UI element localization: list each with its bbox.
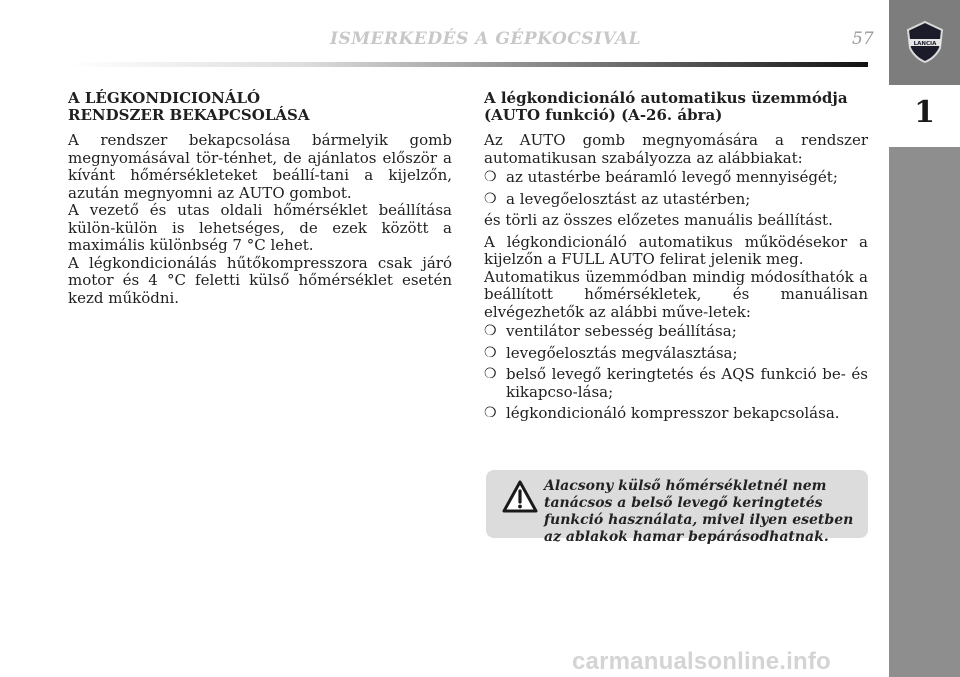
warning-text: Alacsony külső hőmérsékletnél nem tanácsos a belső levegő keringtetés funkció használata, mivel ilyen esetben az ablakok hamar bepárásodhatnak. (544, 478, 854, 545)
left-paragraph-1: A rendszer bekapcsolása bármelyik gomb megnyomásával tör-ténhet, de ajánlatos először a kívánt hőmérsékleteket beállí-tani a kijelzőn, azután megnyomni az AUTO gombot. (68, 131, 452, 202)
warning-box (486, 470, 868, 545)
right-heading-line1: A légkondicionáló automatikus üzemmódja (484, 89, 848, 107)
list-item-text: az utastérbe beáramló levegő mennyiségét; (506, 168, 838, 186)
list-item (484, 366, 868, 401)
list-item (484, 169, 868, 187)
lancia-logo-icon (905, 20, 945, 64)
right-paragraph-2: és törli az összes előzetes manuális beállítást. (484, 211, 833, 229)
bullet-circle-icon: ❍ (484, 366, 497, 382)
right-column (484, 90, 868, 427)
page-number: 57 (852, 29, 874, 49)
list-item-text: a levegőelosztást az utastérben; (506, 189, 751, 208)
left-paragraph-2: A vezető és utas oldali hőmérséklet beállítása külön-külön is lehetséges, de ezek között a maximális különbség 7 °C lehet. (68, 201, 452, 254)
right-paragraph-4: Automatikus üzemmódban mindig módosíthatók a beállított hőmérsékletek, és manuálisan elvégezhetők az alábbi műve-letek: (484, 267, 868, 321)
right-heading-line2: (AUTO funkció) (A-26. ábra) (484, 106, 723, 124)
section-title: ISMERKEDÉS A GÉPKOCSIVAL (330, 29, 642, 49)
list-item (484, 405, 868, 423)
bullet-circle-icon: ❍ (484, 169, 497, 185)
chapter-number[interactable]: 1 (914, 95, 935, 130)
list-item (484, 345, 868, 363)
list-item-text: levegőelosztás megválasztása; (506, 343, 738, 362)
header-rule (68, 62, 868, 67)
chapter-side-tab (889, 0, 960, 677)
side-tab-logo-area (889, 0, 960, 85)
left-paragraph-3: A légkondicionálás hűtőkompresszora csak járó motor és 4 °C feletti külső hőmérséklet esetén kezd működni. (68, 253, 452, 307)
bullet-circle-icon: ❍ (484, 323, 497, 339)
bullet-circle-icon: ❍ (484, 190, 497, 207)
list-item-text: ventilátor sebesség beállítása; (506, 322, 737, 340)
left-heading-line1: A LÉGKONDICIONÁLÓ (68, 89, 261, 107)
right-paragraph-3: A légkondicionáló automatikus működésekor a kijelzőn a FULL AUTO felirat jelenik meg. (484, 232, 868, 268)
right-paragraph-1: Az AUTO gomb megnyomására a rendszer automatikusan szabályozza az alábbiakat: (484, 131, 868, 167)
bullet-circle-icon: ❍ (484, 344, 497, 361)
watermark: carmanualsonline.info (572, 648, 831, 675)
list-item-text: légkondicionáló kompresszor bekapcsolása. (506, 404, 840, 422)
warning-triangle-icon (502, 480, 538, 514)
bullet-circle-icon: ❍ (484, 405, 497, 421)
svg-text:LANCIA: LANCIA (913, 41, 937, 47)
list-item (484, 323, 868, 341)
left-heading-line2: RENDSZER BEKAPCSOLÁSA (68, 106, 310, 124)
list-item-text: belső levegő keringtetés és AQS funkció be- és kikapcso-lása; (506, 365, 868, 401)
list-item (484, 191, 868, 209)
left-column (68, 90, 452, 307)
